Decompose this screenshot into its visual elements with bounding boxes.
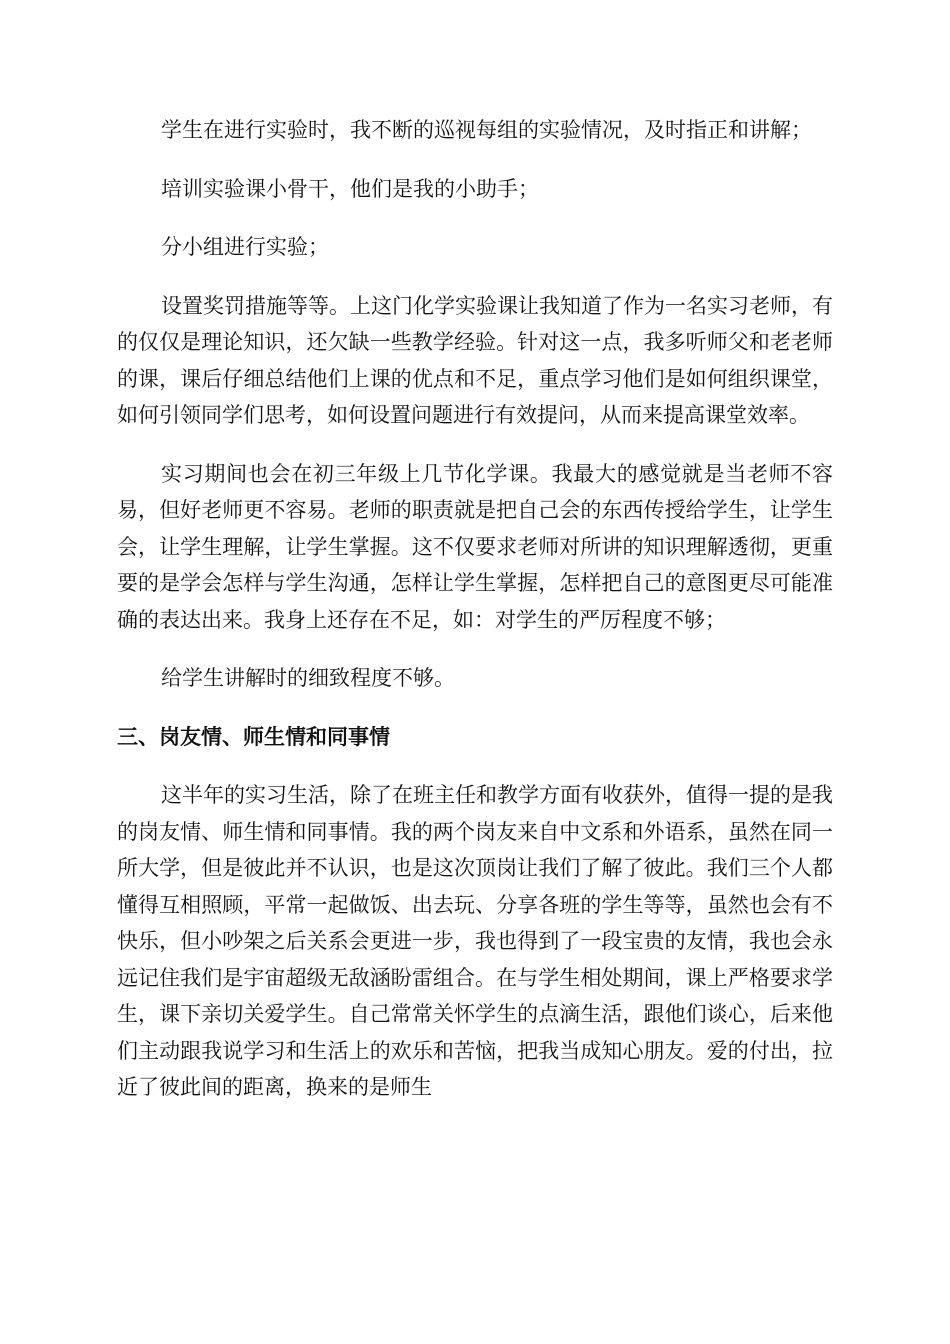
paragraph-teaching-reflection: 实习期间也会在初三年级上几节化学课。我最大的感觉就是当老师不容易，但好老师更不容易。老师的职责就是把自己会的东西传授给学生，让学生会，让学生理解，让学生掌握。这不仅要求老师对所讲的知识理解透彻，更重要的是学会怎样与学生沟通，怎样让学生掌握，怎样把自己的意图更尽可能准确的表达出来。我身上还存在不足，如：对学生的严厉程度不够； xyxy=(117,461,833,632)
paragraph-rewards-and-learning: 设置奖罚措施等等。上这门化学实验课让我知道了作为一名实习老师，有的仅仅是理论知识，还欠缺一些教学经验。针对这一点，我多听师父和老老师的课，课后仔细总结他们上课的优点和不足，重点学习他们是如何组织课堂，如何引领同学们思考，如何设置问题进行有效提问，从而来提高课堂效率。 xyxy=(117,293,833,427)
paragraph-group-experiments: 分小组进行实验； xyxy=(161,235,329,259)
paragraph-explanation-detail: 给学生讲解时的细致程度不够。 xyxy=(161,666,455,690)
document-body xyxy=(117,112,833,1128)
paragraph-experiment-supervision: 学生在进行实验时，我不断的巡视每组的实验情况，及时指正和讲解； xyxy=(161,118,812,142)
paragraph-train-assistants: 培训实验课小骨干，他们是我的小助手； xyxy=(161,176,539,201)
section-heading: 三、岗友情、师生情和同事情 xyxy=(117,724,390,749)
paragraph-friendship: 这半年的实习生活，除了在班主任和教学方面有收获外，值得一提的是我的岗友情、师生情和同事情。我的两个岗友来自中文系和外语系，虽然在同一所大学，但是彼此并不认识，也是这次顶岗让我们了解了彼此。我们三个人都懂得互相照顾，平常一起做饭、出去玩、分享各班的学生等等，虽然也会有不快乐，但小吵架之后关系会更进一步，我也得到了一段宝贵的友情，我也会永远记住我们是宇宙超级无敌涵盼雷组合。在与学生相处期间，课上严格要求学生，课下亲切关爱学生。自己常常关怀学生的点滴生活，跟他们谈心，后来他们主动跟我说学习和生活上的欢乐和苦恼，把我当成知心朋友。爱的付出，拉近了彼此间的距离，换来的是师生 xyxy=(117,783,833,1099)
